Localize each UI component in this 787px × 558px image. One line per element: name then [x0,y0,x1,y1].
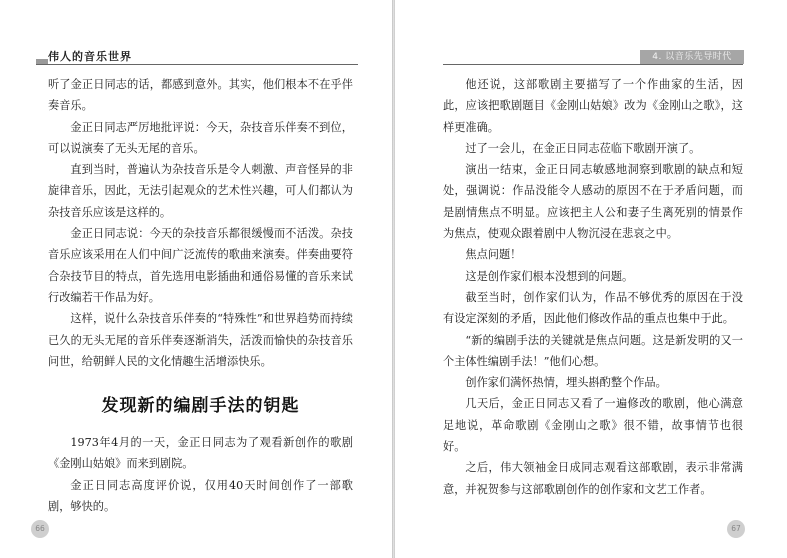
paragraph: 这是创作家们根本没想到的问题。 [465,269,634,283]
paragraph: 直到当时，普遍认为杂技音乐是令人刺激、声音怪异的非旋律音乐，因此，无法引起观众的艺术性兴趣，可人们都认为杂技音乐应该是这样的。 [48,163,353,219]
page-number: 66 [31,520,49,538]
left-body-bottom [48,432,353,517]
running-header-chapter: 4. 以音乐先导时代 [640,50,744,64]
page-number: 67 [727,520,745,538]
section-heading: 发现新的编剧手法的钥匙 [101,396,300,416]
paragraph: 之后，伟大领袖金日成同志观看这部歌剧，表示非常满意，并祝贺参与这部歌剧创作的创作家和文艺工作者。 [443,461,743,496]
paragraph: 听了金正日同志的话，都感到意外。其实，他们根本不在乎伴奏音乐。 [48,78,353,113]
paragraph: 1973年4月的一天，金正日同志为了观看新创作的歌剧《金刚山姑娘》而来到剧院。 [48,436,353,471]
running-header-book-title: 伟人的音乐世界 [48,50,132,63]
paragraph: 他还说，这部歌剧主要描写了一个作曲家的生活，因此，应该把歌剧题目《金刚山姑娘》改为《金刚山之歌》，这样更准确。 [443,78,743,134]
right-page [395,0,787,558]
left-page [0,0,392,558]
paragraph: 演出一结束，金正日同志敏感地洞察到歌剧的缺点和短处，强调说：作品没能令人感动的原因不在于矛盾问题，而是剧情焦点不明显。应该把主人公和妻子生离死别的情景作为焦点，使观众跟着剧中人物沉浸在悲哀之中。 [443,163,743,241]
paragraph: 过了一会儿，在金正日同志莅临下歌剧开演了。 [465,141,701,155]
paragraph: 金正日同志说：今天的杂技音乐都很缓慢而不活泼。杂技音乐应该采用在人们中间广泛流传的歌曲来演奏。伴奏曲要符合杂技节目的特点，首先选用电影插曲和通俗易懂的音乐来试行改编若干作品为好。 [48,227,353,304]
paragraph: “新的编剧手法的关键就是焦点问题。这是新发明的又一个主体性编剧手法！”他们心想。 [443,333,743,368]
paragraph: 几天后，金正日同志又看了一遍修改的歌剧，他心满意足地说，革命歌剧《金刚山之歌》很不错，故事情节也很好。 [443,397,743,454]
paragraph: 金正日同志高度评价说，仅用40天时间创作了一部歌剧，够快的。 [48,478,353,513]
paragraph: 截至当时，创作家们认为，作品不够优秀的原因在于没有设定深刻的矛盾，因此他们修改作品的重点也集中于此。 [443,290,743,326]
paragraph: 创作家们满怀热情，埋头斟酌整个作品。 [465,376,667,390]
paragraph: 金正日同志严厉地批评说：今天，杂技音乐伴奏不到位，可以说演奏了无头无尾的音乐。 [48,120,353,155]
header-rule [36,64,358,65]
left-body-top [48,74,353,372]
right-body [443,74,743,500]
header-rule [443,64,743,65]
paragraph: 这样，说什么杂技音乐伴奏的“特殊性”和世界趋势而持续已久的无头无尾的音乐伴奏逐渐消失，活泼而愉快的杂技音乐问世，给朝鲜人民的文化情趣生活增添快乐。 [48,312,353,368]
paragraph: 焦点问题！ [465,248,522,262]
